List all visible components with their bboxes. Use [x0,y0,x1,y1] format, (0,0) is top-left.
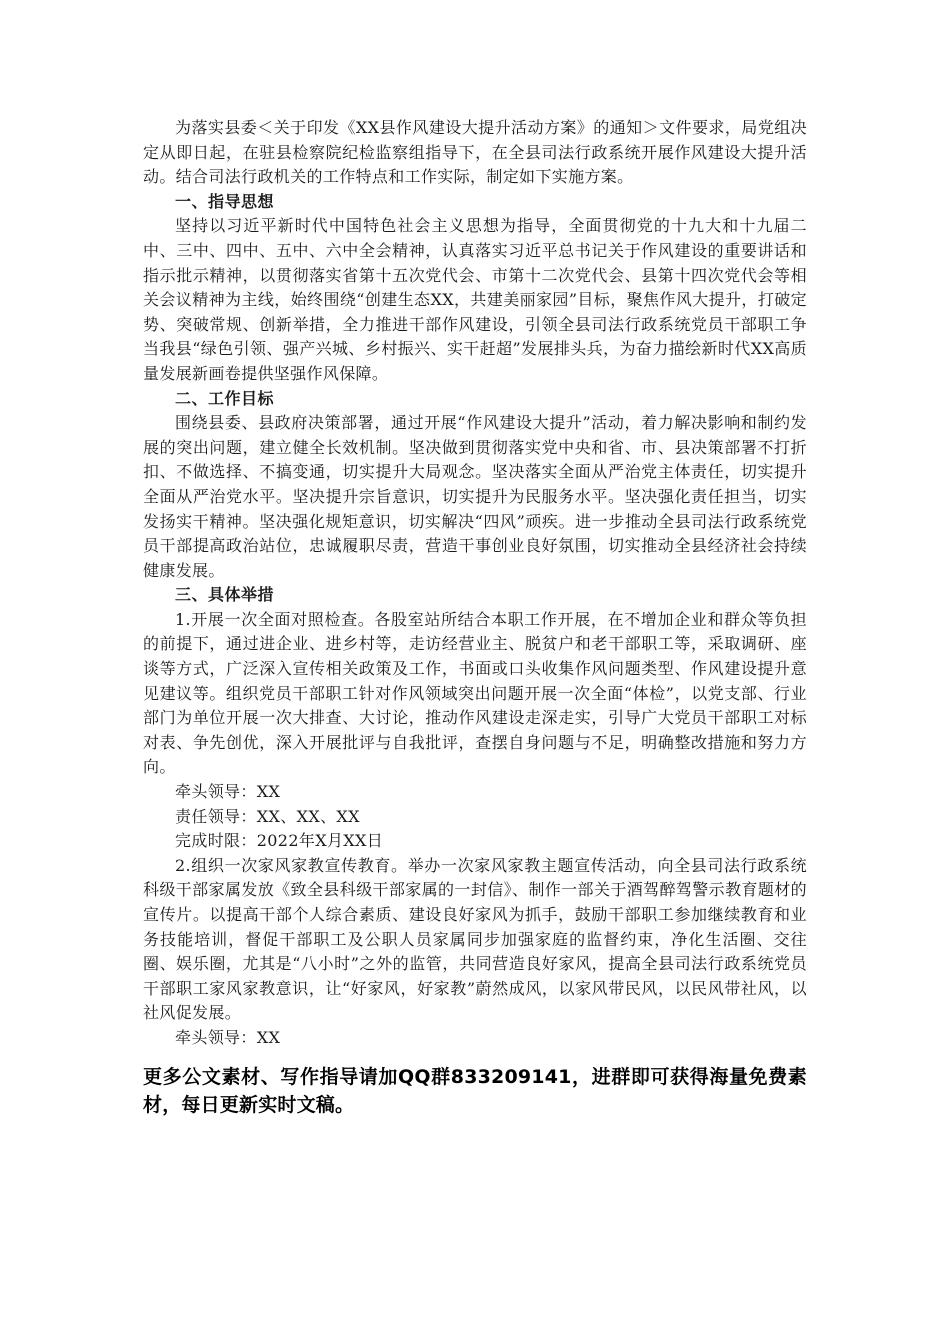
intro-paragraph: 为落实县委＜关于印发《XX县作风建设大提升活动方案》的通知＞文件要求，局党组决定从即日起，在驻县检察院纪检监察组指导下，在全县司法行政系统开展作风建设大提升活动。结合司法行政机关的工作特点和工作实际，制定如下实施方案。 [143,118,807,187]
section-heading-guiding-ideology: 一、指导思想 [175,191,275,211]
measure-1-responsible-leader: 责任领导：XX、XX、XX [175,806,360,826]
measure-2-lead-leader: 牵头领导：XX [175,1027,281,1047]
work-goals-paragraph: 围绕县委、县政府决策部署，通过开展“作风建设大提升”活动，着力解决影响和制约发展的突出问题，建立健全长效机制。坚决做到贯彻落实党中央和省、市、县决策部署不打折扣、不做选择、不搞变通，切实提升大局观念。坚决落实全面从严治党主体责任，切实提升全面从严治党水平。坚决提升宗旨意识，切实提升为民服务水平。坚决强化责任担当，切实发扬实干精神。坚决强化规矩意识，切实解决“四风”顽疾。进一步推动全县司法行政系统党员干部提高政治站位，忠诚履职尽责，营造干事创业良好氛围，切实推动全县经济社会持续健康发展。 [143,413,807,580]
measure-1-paragraph: 1.开展一次全面对照检查。各股室站所结合本职工作开展，在不增加企业和群众等负担的前提下，通过进企业、进乡村等，走访经营业主、脱贫户和老干部职工等，采取调研、座谈等方式，广泛深入宣传相关政策及工作，书面或口头收集作风问题类型、作风建设提升意见建议等。组织党员干部职工针对作风领域突出问题开展一次全面“体检”，以党支部、行业部门为单位开展一次大排查、大讨论，推动作风建设走深走实，引导广大党员干部职工对标对表、争先创优，深入开展批评与自我批评，查摆自身问题与不足，明确整改措施和努力方向。 [143,609,807,777]
measure-1-deadline: 完成时限：2022年X月XX日 [175,831,384,851]
document-page [143,116,807,1119]
section-heading-specific-measures: 三、具体举措 [175,585,275,605]
section-heading-work-goals: 二、工作目标 [175,388,275,408]
promo-footer-note: 更多公文素材、写作指导请加QQ群833209141，进群即可获得海量免费素材，每日更新实时文稿。 [143,1065,807,1116]
measure-2-paragraph: 2.组织一次家风家教宣传教育。举办一次家风家教主题宣传活动，向全县司法行政系统科级干部家属发放《致全县科级干部家属的一封信》、制作一部关于酒驾醉驾警示教育题材的宣传片。以提高干部个人综合素质、建设良好家风为抓手，鼓励干部职工参加继续教育和业务技能培训，督促干部职工及公职人员家属同步加强家庭的监督约束，净化生活圈、交往圈、娱乐圈，尤其是“八小时”之外的监管，共同营造良好家风，提高全县司法行政系统党员干部职工家风家教意识，让“好家风，好家教”蔚然成风，以家风带民风，以民风带社风，以社风促发展。 [143,855,807,1023]
measure-1-lead-leader: 牵头领导：XX [175,782,281,802]
guiding-ideology-paragraph: 坚持以习近平新时代中国特色社会主义思想为指导，全面贯彻党的十九大和十九届二中、三中、四中、五中、六中全会精神，认真落实习近平总书记关于作风建设的重要讲话和指示批示精神，以贯彻落实省第十五次党代会、市第十二次党代会、县第十四次党代会等相关会议精神为主线，始终围绕“创建生态XX，共建美丽家园”目标，聚焦作风大提升，打破定势、突破常规、创新举措，全力推进干部作风建设，引领全县司法行政系统党员干部职工争当我县“绿色引领、强产兴城、乡村振兴、实干赶超”发展排头兵，为奋力描绘新时代XX高质量发展新画卷提供坚强作风保障。 [143,216,807,383]
